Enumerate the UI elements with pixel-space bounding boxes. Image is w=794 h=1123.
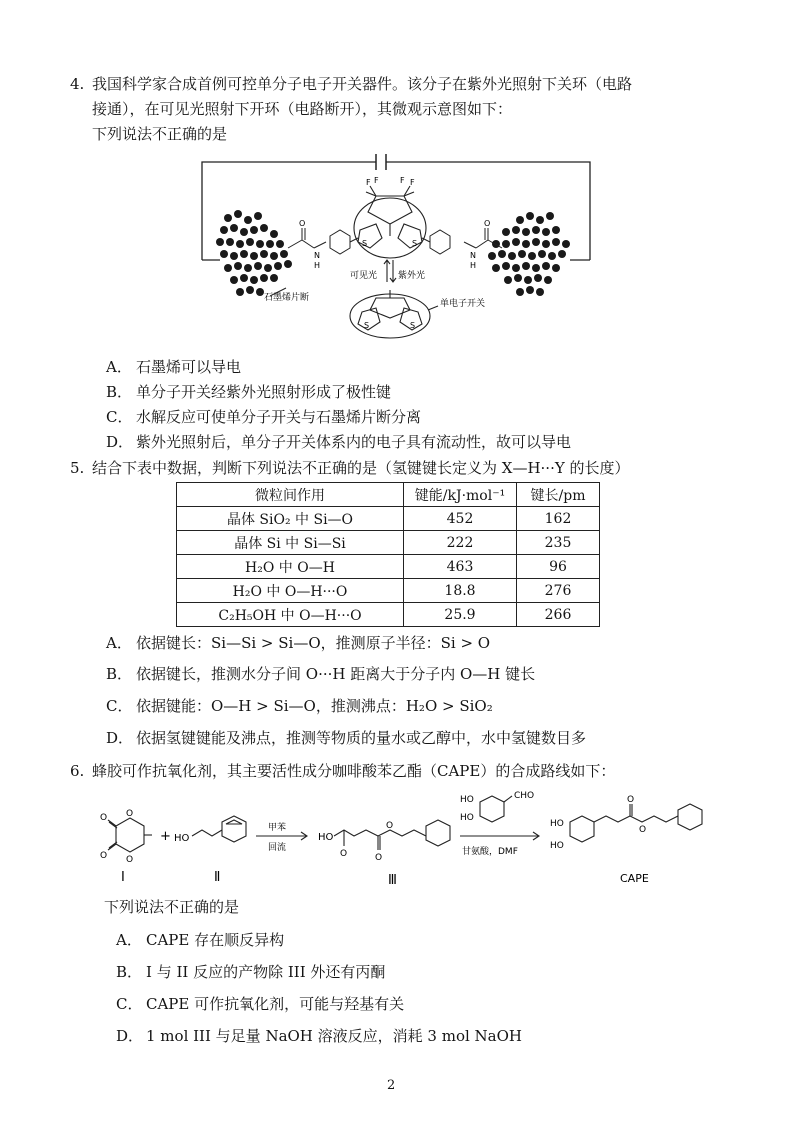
svg-text:CHO: CHO [514, 791, 535, 801]
svg-text:N: N [470, 251, 476, 260]
svg-text:H: H [470, 261, 477, 270]
label-visible-light: 可见光 [350, 271, 378, 281]
table-header-row [177, 483, 600, 507]
svg-text:S: S [412, 239, 418, 248]
q6-prompt: 下列说法不正确的是 [104, 898, 240, 916]
svg-text:O: O [126, 809, 134, 819]
table-row: H₂O 中 O—H 463 96 [177, 555, 600, 579]
q5-number: 5. [70, 459, 85, 477]
arrow2-reagents: 甘氨酸，DMF [462, 847, 518, 857]
svg-text:HO: HO [460, 795, 474, 805]
header-bond-length: 键长/pm [517, 483, 600, 507]
q4-option-d[interactable]: D． 紫外光照射后，单分子开关体系内的电子具有流动性，故可以导电 [106, 433, 572, 451]
svg-text:S: S [364, 321, 370, 330]
q4-stem-line2: 接通），在可见光照射下开环（电路断开），其微观示意图如下： [92, 100, 513, 118]
q4-option-c[interactable]: C． 水解反应可使单分子开关与石墨烯片断分离 [106, 408, 422, 426]
q5-stem: 5. 结合下表中数据，判断下列说法不正确的是（氢键键长定义为 X—H···Y 的长度） [70, 459, 630, 477]
q5-option-b[interactable]: B． 依据键长，推测水分子间 O···H 距离大于分子内 O—H 键长 [106, 665, 536, 683]
graphene-right [488, 212, 570, 296]
q5-option-a[interactable]: A． 依据键长：Si—Si > Si—O，推测原子半径：Si > O [106, 634, 491, 652]
svg-text:F: F [374, 176, 379, 185]
q4-number: 4. [70, 75, 85, 93]
q5-option-c[interactable]: C． 依据键能：O—H > Si—O，推测沸点：H₂O > SiO₂ [106, 697, 493, 715]
q4-prompt: 下列说法不正确的是 [92, 125, 228, 143]
svg-text:H: H [314, 261, 321, 270]
q4-stem-line1: 4. 我国科学家合成首例可控单分子电子开关器件。该分子在紫外光照射下关环（电路 [70, 75, 633, 93]
label-CAPE: CAPE [620, 872, 649, 885]
q6-synthesis-scheme [96, 786, 736, 892]
table-row: 晶体 Si 中 Si—Si 222 235 [177, 531, 600, 555]
label-compound-III: Ⅲ [388, 873, 397, 888]
q6-option-b[interactable]: B． I 与 II 反应的产物除 III 外还有丙酮 [116, 963, 386, 981]
table-row: H₂O 中 O—H···O 18.8 276 [177, 579, 600, 603]
svg-text:HO: HO [174, 833, 190, 844]
svg-text:F: F [366, 178, 371, 187]
svg-text:O: O [100, 813, 108, 823]
svg-text:F: F [400, 176, 405, 185]
label-graphene-fragment: 石墨烯片断 [264, 293, 310, 303]
svg-text:S: S [410, 321, 416, 330]
svg-text:N: N [314, 251, 320, 260]
q6-number: 6. [70, 762, 85, 780]
svg-text:HO: HO [318, 832, 334, 843]
bond-data-table [176, 482, 600, 627]
svg-text:O: O [484, 219, 491, 228]
svg-text:O: O [375, 853, 383, 863]
label-uv-light: 紫外光 [398, 271, 426, 281]
svg-text:O: O [627, 795, 635, 805]
svg-text:HO: HO [460, 813, 474, 823]
q4-molecular-switch-figure [190, 150, 610, 345]
arrow1-condition: 回流 [268, 843, 287, 853]
graphene-left [216, 210, 292, 296]
svg-text:F: F [410, 178, 415, 187]
q6-stem: 6. 蜂胶可作抗氧化剂，其主要活性成分咖啡酸苯乙酯（CAPE）的合成路线如下： [70, 762, 616, 780]
q4-option-a[interactable]: A． 石墨烯可以导电 [106, 358, 242, 376]
q6-option-a[interactable]: A． CAPE 存在顺反异构 [116, 931, 285, 949]
label-single-electron-switch: 单电子开关 [440, 299, 486, 309]
q5-option-d[interactable]: D． 依据氢键键能及沸点，推测等物质的量水或乙醇中，水中氢键数目多 [106, 729, 587, 747]
q6-option-d[interactable]: D． 1 mol III 与足量 NaOH 溶液反应，消耗 3 mol NaOH [116, 1027, 523, 1045]
svg-text:HO: HO [550, 819, 564, 829]
svg-text:O: O [340, 849, 348, 859]
svg-text:O: O [639, 825, 647, 835]
svg-text:O: O [386, 821, 394, 831]
svg-text:O: O [100, 851, 108, 861]
svg-text:S: S [362, 239, 368, 248]
header-interaction: 微粒间作用 [177, 483, 404, 507]
q6-option-c[interactable]: C． CAPE 可作抗氧化剂，可能与羟基有关 [116, 995, 405, 1013]
label-compound-I: I [121, 870, 125, 885]
header-bond-energy: 键能/kJ·mol⁻¹ [404, 483, 517, 507]
plus-sign: + [160, 829, 171, 844]
svg-text:HO: HO [550, 841, 564, 851]
q4-option-b[interactable]: B． 单分子开关经紫外光照射形成了极性键 [106, 383, 392, 401]
svg-text:O: O [299, 219, 306, 228]
label-compound-II: Ⅱ [214, 870, 221, 885]
table-row: C₂H₅OH 中 O—H···O 25.9 266 [177, 603, 600, 627]
arrow1-solvent: 甲苯 [268, 823, 287, 833]
page-number: 2 [387, 1078, 396, 1093]
svg-text:O: O [126, 855, 134, 865]
table-row: 晶体 SiO₂ 中 Si—O 452 162 [177, 507, 600, 531]
